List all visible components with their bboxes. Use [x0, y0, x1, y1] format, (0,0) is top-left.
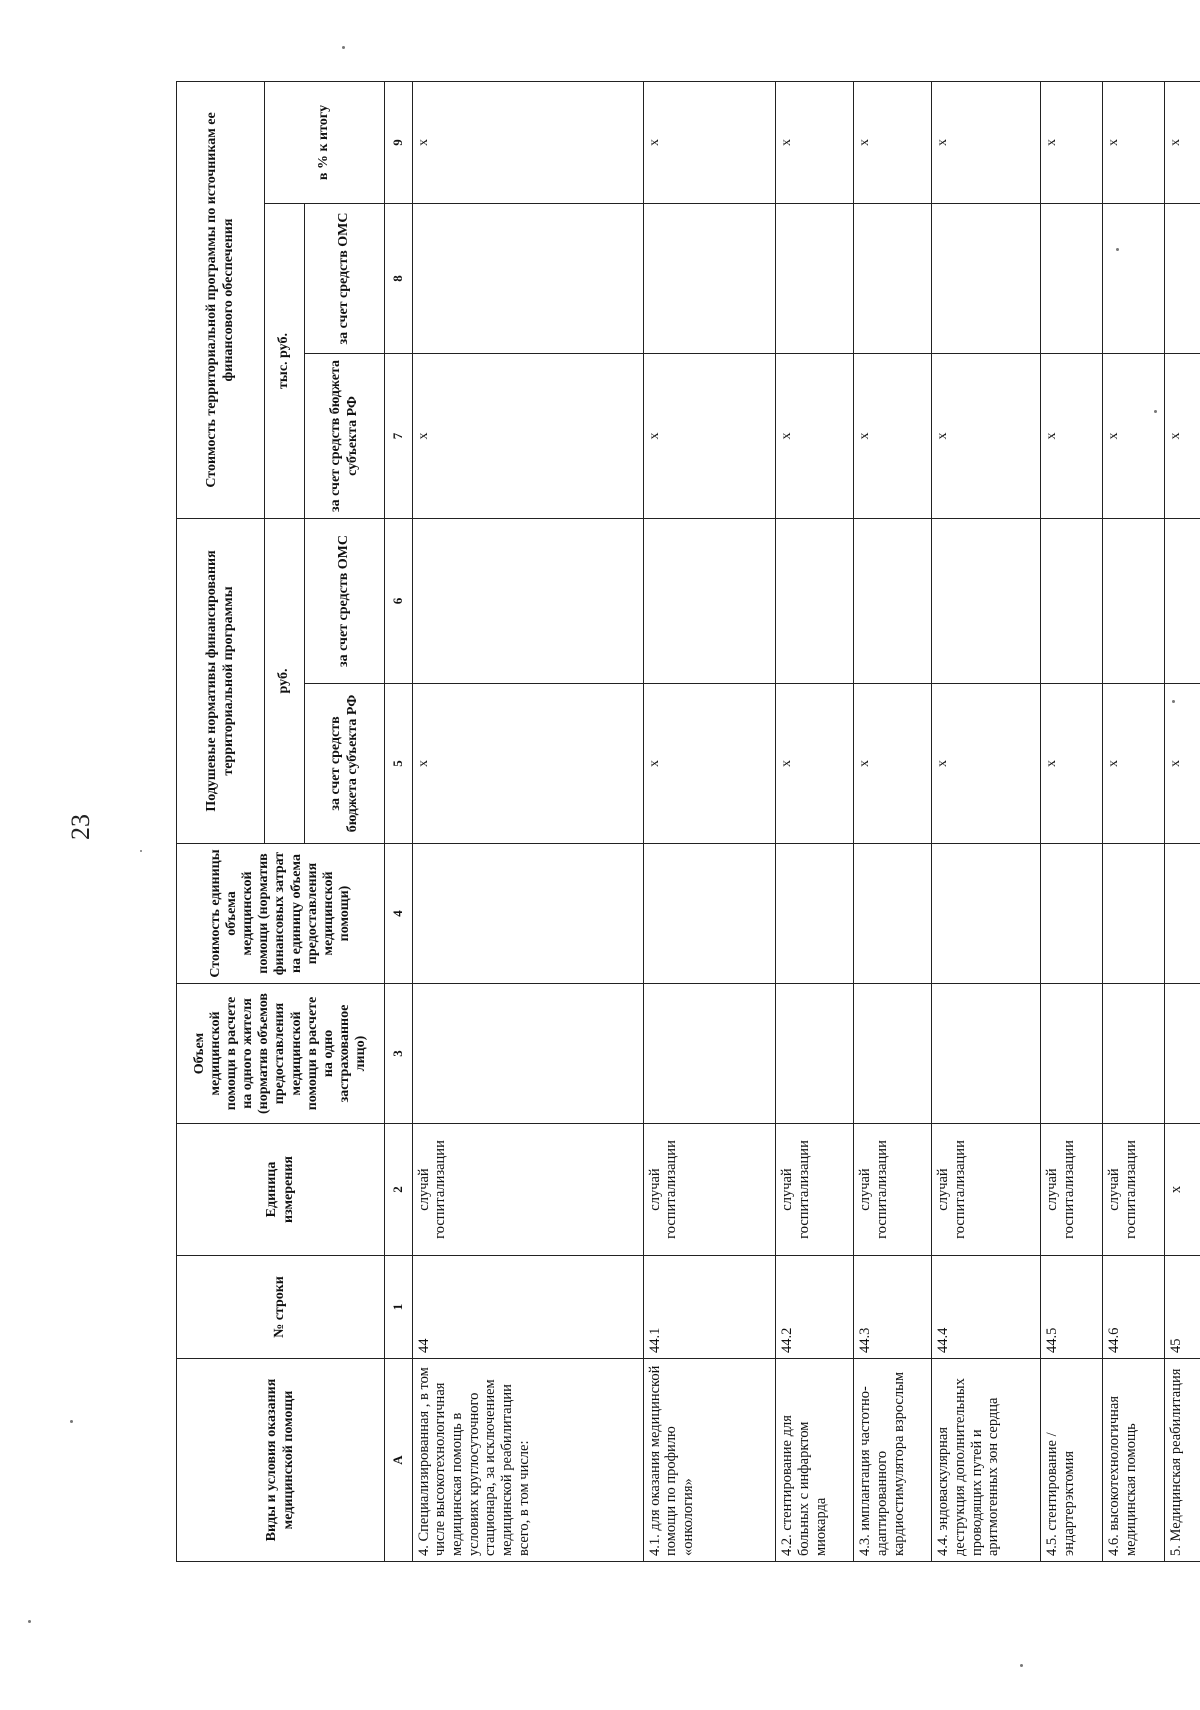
row-unit-cost: [412, 844, 643, 984]
row-unit-cost: [1103, 844, 1165, 984]
scan-speck: [140, 850, 142, 852]
row-oms-cost: [412, 204, 643, 354]
col-num: 5: [385, 684, 413, 844]
row-volume: [1165, 984, 1200, 1124]
row-percent: х: [1165, 81, 1200, 203]
row-budget-normative: х: [854, 684, 932, 844]
row-budget-cost: х: [932, 354, 1041, 519]
table-row: [1041, 81, 1103, 1561]
row-line-number: 44.6: [1103, 1256, 1165, 1359]
row-budget-normative: х: [1165, 684, 1200, 844]
col-num: 8: [385, 204, 413, 354]
row-volume: [412, 984, 643, 1124]
header-budget-cost: за счет средств бюджета субъекта РФ: [305, 354, 385, 519]
row-oms-normative: [1103, 519, 1165, 684]
row-percent: х: [412, 81, 643, 203]
row-line-number: 44.1: [643, 1256, 776, 1359]
row-budget-cost: х: [412, 354, 643, 519]
scan-speck: [1020, 1664, 1023, 1667]
row-oms-cost: [932, 204, 1041, 354]
row-volume: [1103, 984, 1165, 1124]
col-num: 6: [385, 519, 413, 684]
col-num: 3: [385, 984, 413, 1124]
financing-table: [176, 81, 1200, 1562]
page-number: 23: [66, 814, 95, 840]
row-budget-normative: х: [643, 684, 776, 844]
header-unit: Единица измерения: [177, 1124, 385, 1256]
row-percent: х: [932, 81, 1041, 203]
row-name: 4.3. имплантация частотно-адаптированного кардиостимулятора взрослым: [854, 1359, 932, 1562]
header-kinds: Виды и условия оказания медицинской помощи: [177, 1359, 385, 1562]
row-percent: х: [776, 81, 854, 203]
row-line-number: 44.2: [776, 1256, 854, 1359]
row-unit: случай госпитализации: [1103, 1124, 1165, 1256]
table-row: [854, 81, 932, 1561]
table-row: [643, 81, 776, 1561]
row-volume: [932, 984, 1041, 1124]
row-unit-cost: [776, 844, 854, 984]
row-budget-normative: х: [776, 684, 854, 844]
row-oms-normative: [643, 519, 776, 684]
row-oms-normative: [932, 519, 1041, 684]
header-oms-normative: за счет средств ОМС: [305, 519, 385, 684]
header-normatives-group: Подушевые нормативы финансирования территориальной программы: [177, 519, 265, 844]
row-line-number: 44.5: [1041, 1256, 1103, 1359]
row-budget-normative: х: [1041, 684, 1103, 844]
rotated-table-container: [176, 82, 1200, 1562]
row-unit: случай госпитализации: [643, 1124, 776, 1256]
header-oms-cost: за счет средств ОМС: [305, 204, 385, 354]
row-name: 5. Медицинская реабилитация: [1165, 1359, 1200, 1562]
col-num: 7: [385, 354, 413, 519]
scan-speck: [1172, 700, 1175, 703]
row-oms-cost: [1165, 204, 1200, 354]
row-budget-normative: х: [1103, 684, 1165, 844]
row-budget-cost: х: [854, 354, 932, 519]
header-volume: Объем медицинской помощи в расчете на одного жителя (норматив объемов предоставления медицинской помощи в расчете на одно застрахованное лицо): [177, 984, 385, 1124]
row-budget-normative: х: [932, 684, 1041, 844]
scan-speck: [28, 1620, 31, 1623]
row-unit-cost: [932, 844, 1041, 984]
col-num: 2: [385, 1124, 413, 1256]
row-budget-normative: х: [412, 684, 643, 844]
row-percent: х: [1103, 81, 1165, 203]
row-oms-normative: [776, 519, 854, 684]
row-line-number: 44.4: [932, 1256, 1041, 1359]
row-oms-normative: [412, 519, 643, 684]
col-num: 9: [385, 81, 413, 203]
row-budget-cost: х: [776, 354, 854, 519]
col-num: 4: [385, 844, 413, 984]
row-percent: х: [854, 81, 932, 203]
row-unit-cost: [1041, 844, 1103, 984]
row-unit: случай госпитализации: [776, 1124, 854, 1256]
row-budget-cost: х: [1103, 354, 1165, 519]
row-oms-normative: [1041, 519, 1103, 684]
table-row: [1165, 81, 1200, 1561]
header-thous-rub: тыс. руб.: [265, 204, 305, 519]
table-row: [1103, 81, 1165, 1561]
table-row: [412, 81, 643, 1561]
row-unit: случай госпитализации: [932, 1124, 1041, 1256]
row-unit-cost: [854, 844, 932, 984]
row-name: 4.1. для оказания медицинской помощи по профилю «онкология»: [643, 1359, 776, 1562]
scan-speck: [342, 46, 345, 49]
col-num: 1: [385, 1256, 413, 1359]
row-budget-cost: х: [1165, 354, 1200, 519]
table-body: [412, 81, 1200, 1561]
column-number-row: [385, 81, 413, 1561]
row-oms-cost: [1041, 204, 1103, 354]
row-unit: х: [1165, 1124, 1200, 1256]
col-num: А: [385, 1359, 413, 1562]
row-oms-normative: [1165, 519, 1200, 684]
scan-speck: [1154, 410, 1157, 413]
row-percent: х: [1041, 81, 1103, 203]
row-volume: [854, 984, 932, 1124]
row-unit: случай госпитализации: [1041, 1124, 1103, 1256]
row-unit: случай госпитализации: [854, 1124, 932, 1256]
row-oms-cost: [776, 204, 854, 354]
row-unit-cost: [643, 844, 776, 984]
row-oms-normative: [854, 519, 932, 684]
row-unit: случай госпитализации: [412, 1124, 643, 1256]
row-unit-cost: [1165, 844, 1200, 984]
row-oms-cost: [1103, 204, 1165, 354]
row-line-number: 45: [1165, 1256, 1200, 1359]
header-cost-group: Стоимость территориальной программы по источникам ее финансового обеспечения: [177, 81, 265, 518]
header-budget-normative: за счет средств бюджета субъекта РФ: [305, 684, 385, 844]
row-line-number: 44: [412, 1256, 643, 1359]
row-oms-cost: [643, 204, 776, 354]
header-percent: в % к итогу: [265, 81, 385, 203]
row-name: 4. Специализированная , в том числе высокотехнологичная медицинская помощь в условиях круглосуточного стационара, за исключением медицинской реабилитации всего, в том числе:: [412, 1359, 643, 1562]
table-header: [177, 81, 385, 1561]
row-budget-cost: х: [643, 354, 776, 519]
row-budget-cost: х: [1041, 354, 1103, 519]
row-name: 4.4. эндоваскулярная деструкция дополнительных проводящих путей и аритмогенных зон сердца: [932, 1359, 1041, 1562]
header-line-number: № строки: [177, 1256, 385, 1359]
row-name: 4.5. стентирование / эндартерэктомия: [1041, 1359, 1103, 1562]
header-unit-cost: Стоимость единицы объема медицинской помощи (норматив финансовых затрат на единицу объема предоставления медицинской помощи): [177, 844, 385, 984]
scan-speck: [1116, 248, 1119, 251]
header-rub: руб.: [265, 519, 305, 844]
row-line-number: 44.3: [854, 1256, 932, 1359]
row-percent: х: [643, 81, 776, 203]
row-volume: [1041, 984, 1103, 1124]
row-volume: [776, 984, 854, 1124]
row-name: 4.2. стентирование для больных с инфарктом миокарда: [776, 1359, 854, 1562]
row-volume: [643, 984, 776, 1124]
table-row: [776, 81, 854, 1561]
row-oms-cost: [854, 204, 932, 354]
table-row: [932, 81, 1041, 1561]
scan-speck: [70, 1420, 73, 1423]
row-name: 4.6. высокотехнологичная медицинская помощь: [1103, 1359, 1165, 1562]
